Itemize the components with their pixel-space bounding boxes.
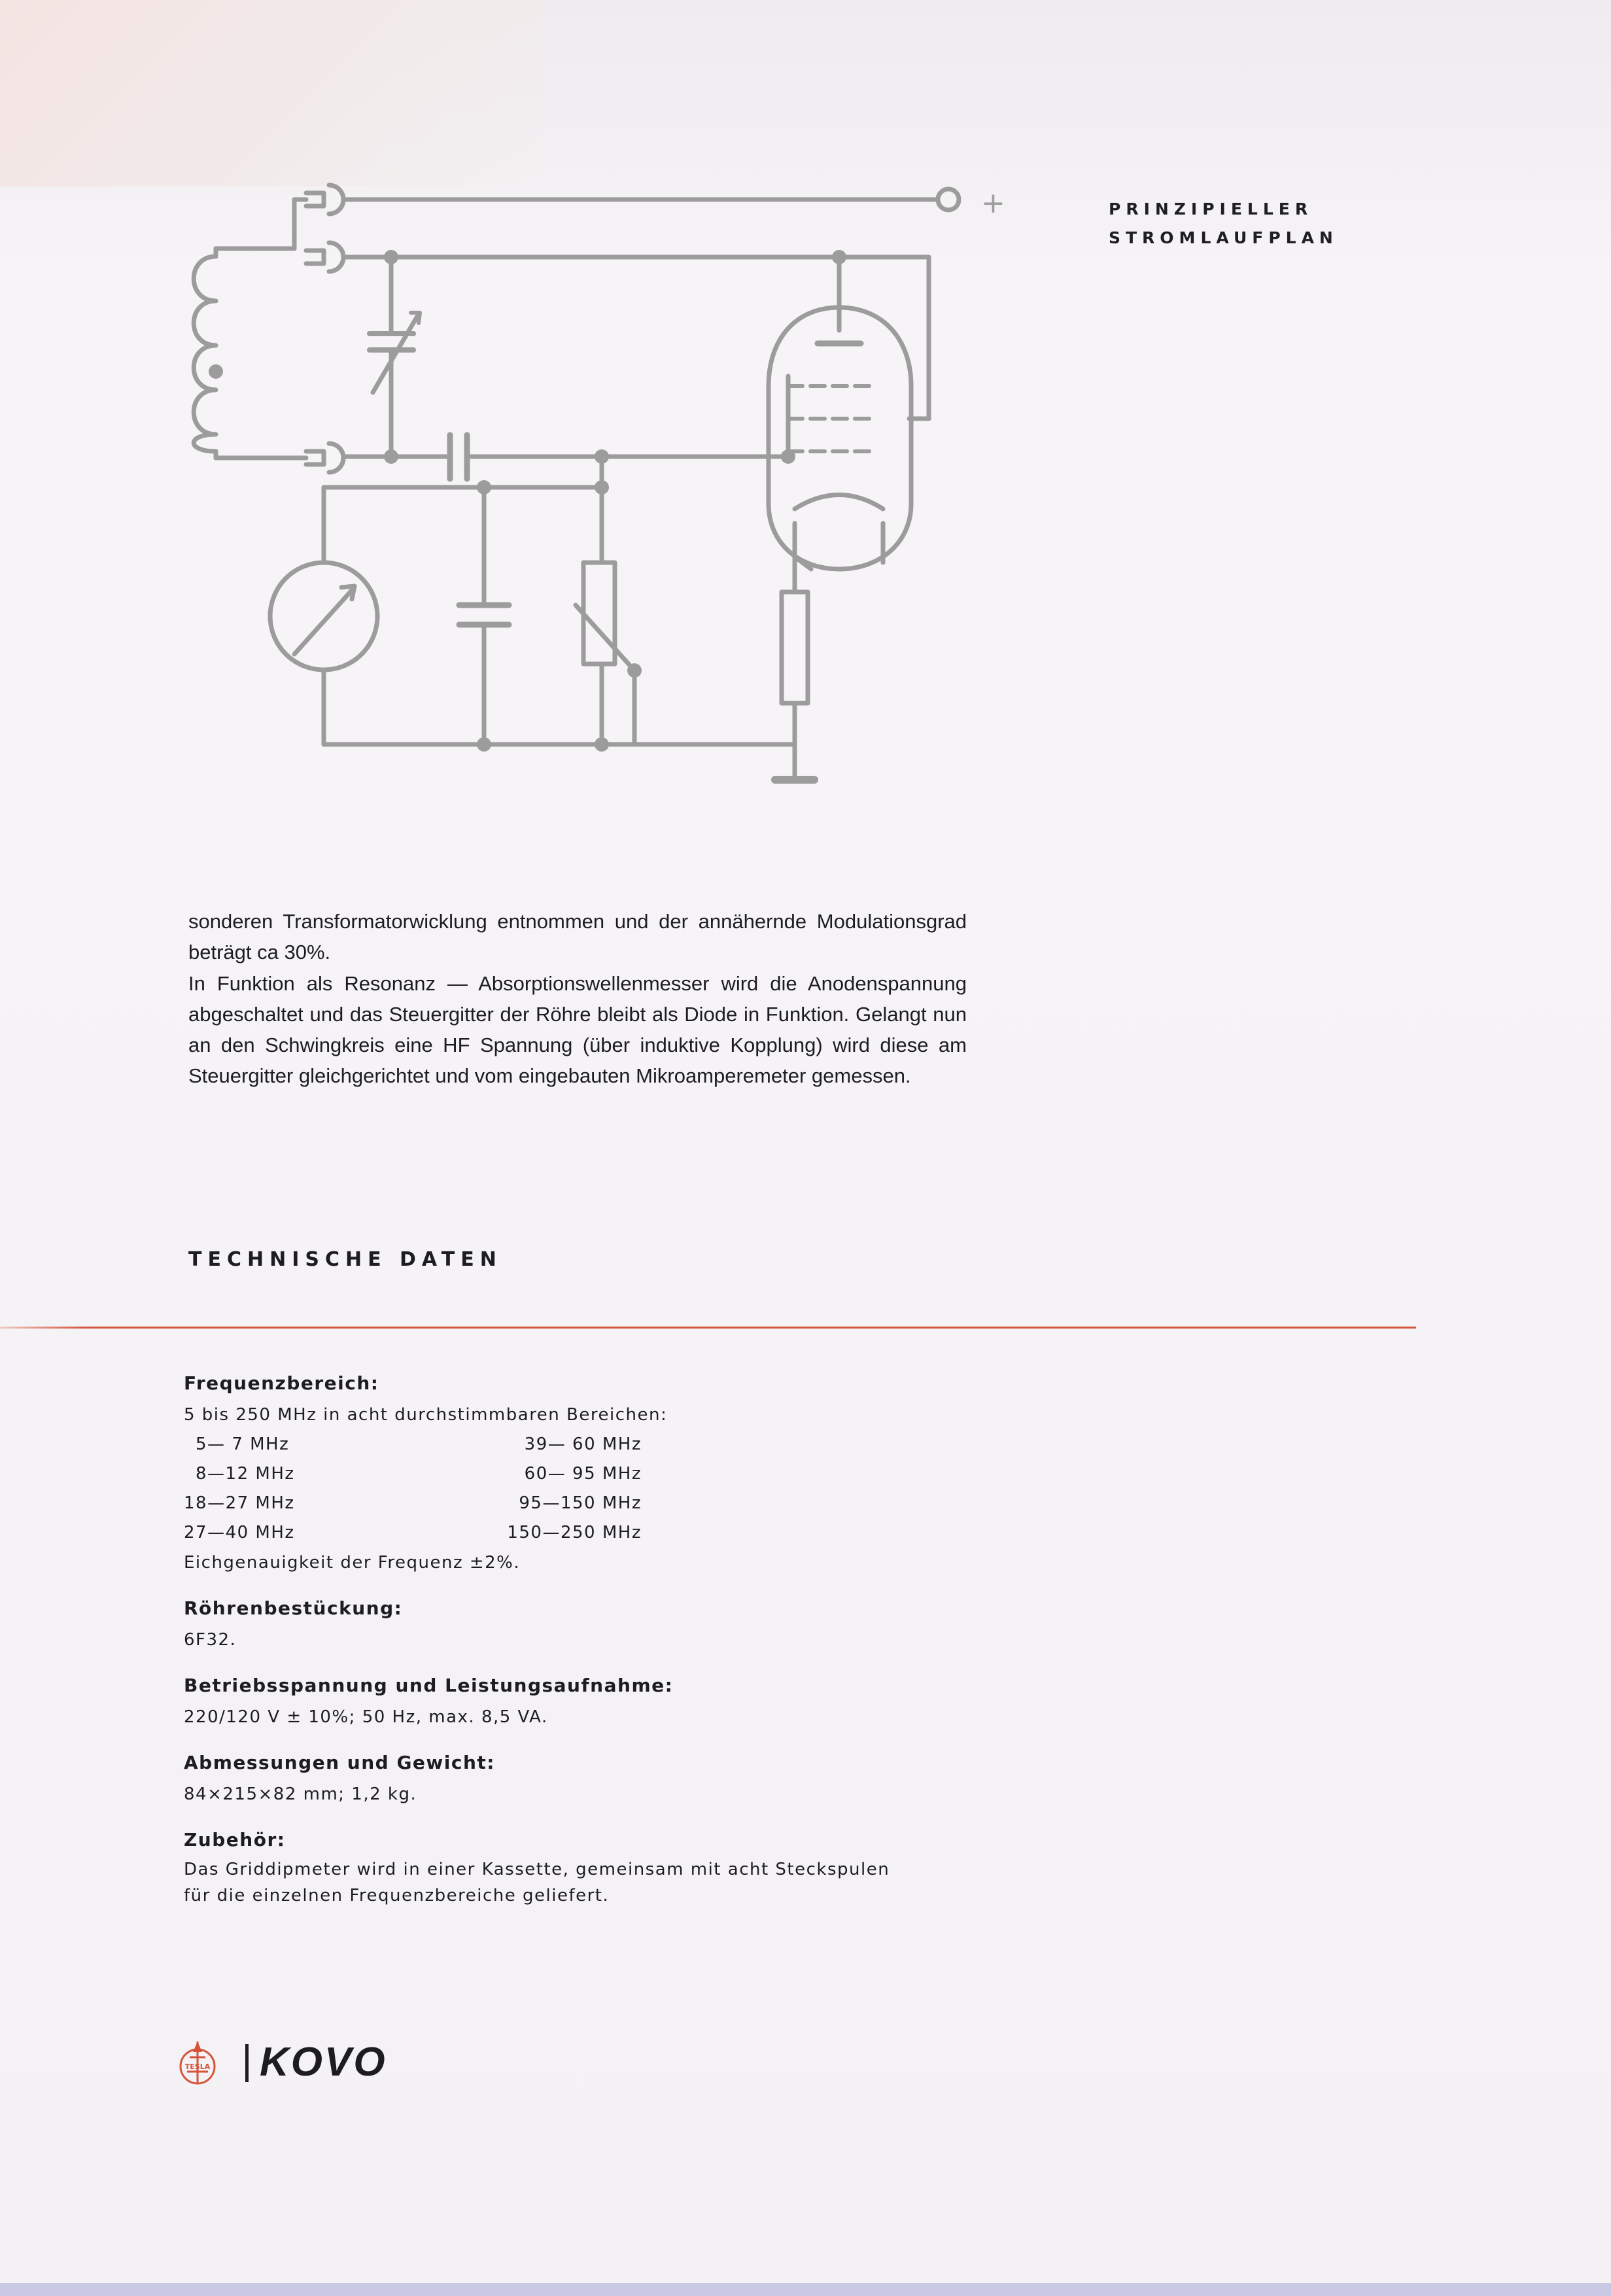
range-item: 150—250 MHz <box>507 1523 642 1542</box>
frequency-ranges <box>184 1430 1047 1548</box>
frequency-accuracy: Eichgenauigkeit der Frequenz ±2%. <box>184 1553 521 1573</box>
frequency-intro: 5 bis 250 MHz in acht durchstimmbaren Bereichen: <box>184 1405 668 1425</box>
logo <box>171 2038 407 2090</box>
range-item: 27—40 MHz <box>184 1523 295 1542</box>
diagram-title-line2: STROMLAUFPLAN <box>1109 228 1338 247</box>
range-item: 95—150 MHz <box>519 1493 642 1513</box>
range-item: 5— 7 MHz <box>196 1435 290 1454</box>
body-text <box>188 906 967 1092</box>
plug-top <box>306 193 324 206</box>
brand-name: KOVO <box>260 2040 387 2085</box>
section-heading: TECHNISCHE DATEN <box>188 1248 502 1271</box>
tesla-logo-icon <box>171 2038 224 2090</box>
dimensions-label: Abmessungen und Gewicht: <box>184 1752 496 1773</box>
circuit-diagram <box>0 0 1611 824</box>
diagram-title <box>1109 195 1338 252</box>
accessories-value-line2: für die einzelnen Frequenzbereiche geliefert. <box>184 1886 610 1905</box>
plug-bottom <box>306 451 324 464</box>
range-item: 8—12 MHz <box>196 1464 295 1484</box>
logo-divider <box>245 2044 249 2082</box>
logo-emblem-text: TESLA <box>184 2062 211 2071</box>
cathode-resistor <box>782 592 808 703</box>
accessories-value-line1: Das Griddipmeter wird in einer Kassette, gemeinsam mit acht Steckspulen <box>184 1860 890 1879</box>
spec-list <box>184 1367 1047 1909</box>
page-edge-band <box>0 2283 1611 2296</box>
plug-middle <box>306 251 324 264</box>
frequency-label: Frequenzbereich: <box>184 1372 379 1394</box>
range-item: 60— 95 MHz <box>524 1464 642 1484</box>
diagram-title-line1: PRINZIPIELLER <box>1109 200 1313 218</box>
plus-terminal <box>938 189 959 210</box>
microammeter <box>270 563 377 670</box>
range-item: 18—27 MHz <box>184 1493 295 1513</box>
tubes-label: Röhrenbestückung: <box>184 1597 403 1619</box>
paragraph-2: In Funktion als Resonanz — Absorptionswellenmesser wird die Anodenspannung abgeschaltet und das Steuergitter der Röhre bleibt als Diode in Funktion. Gelangt nun an den Schwingkreis eine HF Spannung (über induktive Kopplung) wird diese am Steuergitter gleichgerichtet und vom eingebauten Mikroamperemeter gemessen. <box>188 971 967 1088</box>
coil-inductor <box>194 256 216 451</box>
tubes-value: 6F32. <box>184 1630 237 1650</box>
paragraph-1: sonderen Transformatorwicklung entnommen und der annähernde Modulationsgrad beträgt ca 30%. <box>188 910 967 964</box>
power-label: Betriebsspannung und Leistungsaufnahme: <box>184 1675 674 1696</box>
potentiometer <box>583 563 615 664</box>
power-value: 220/120 V ± 10%; 50 Hz, max. 8,5 VA. <box>184 1707 548 1727</box>
divider-line <box>0 1327 1416 1329</box>
dimensions-value: 84×215×82 mm; 1,2 kg. <box>184 1784 417 1804</box>
plus-sign: + <box>981 186 1005 220</box>
accessories-label: Zubehör: <box>184 1829 286 1851</box>
range-item: 39— 60 MHz <box>524 1435 642 1454</box>
